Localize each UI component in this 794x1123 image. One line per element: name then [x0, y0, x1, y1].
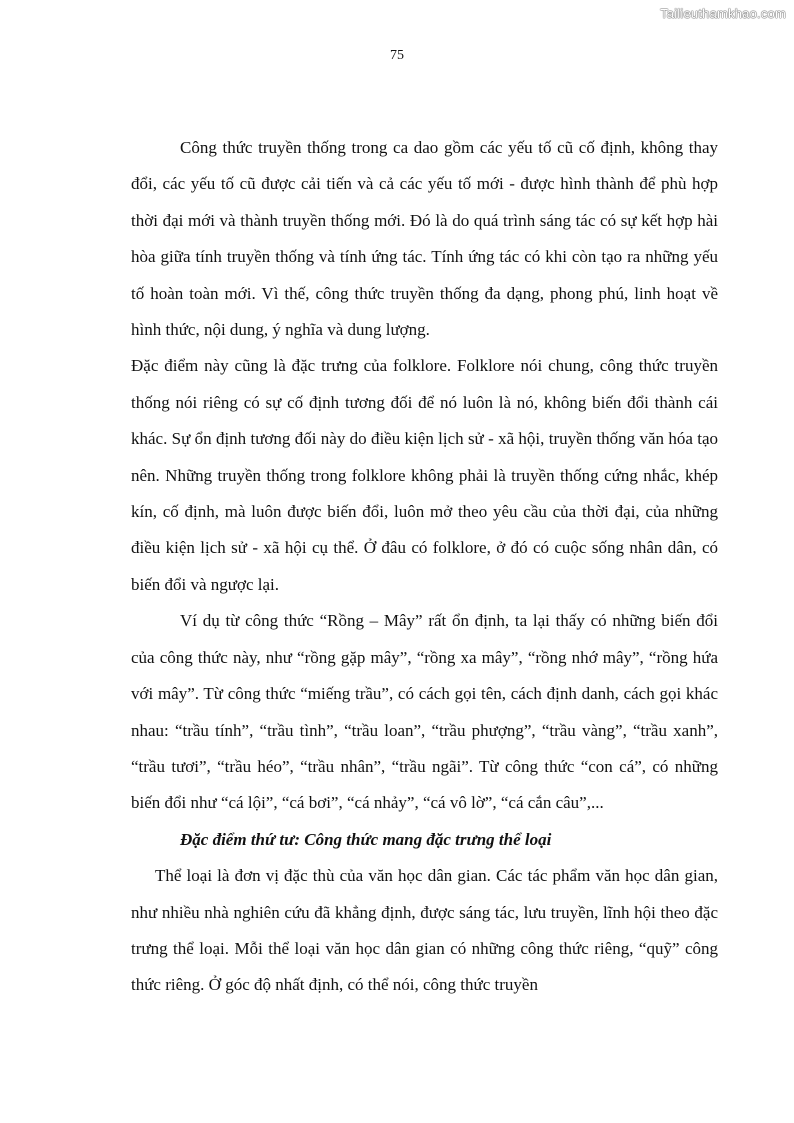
page-number: 75	[390, 48, 404, 63]
paragraph-folklore-characteristic: Đặc điểm này cũng là đặc trưng của folklore. Folklore nói chung, công thức truyền thống nói riêng có sự cố định tương đối để nó luôn là nó, không biến đổi thành cái khác. Sự ổn định tương đối này do điều kiện lịch sử - xã hội, truyền thống văn hóa tạo nên. Những truyền thống trong folklore không phải là truyền thống cứng nhắc, khép kín, cố định, mà luôn được biến đổi, luôn mở theo yêu cầu của thời đại, của những điều kiện lịch sử - xã hội cụ thể. Ở đâu có folklore, ở đó có cuộc sống nhân dân, có biến đổi và ngược lại.	[131, 356, 718, 594]
document-body	[131, 130, 718, 1004]
paragraph-genre: Thể loại là đơn vị đặc thù của văn học dân gian. Các tác phẩm văn học dân gian, như nhiều nhà nghiên cứu đã khẳng định, được sáng tác, lưu truyền, lĩnh hội theo đặc trưng thể loại. Mỗi thể loại văn học dân gian có những công thức riêng, “quỹ” công thức riêng. Ở góc độ nhất định, có thể nói, công thức truyền	[131, 866, 718, 995]
paragraph-traditional-formula: Công thức truyền thống trong ca dao gồm các yếu tố cũ cố định, không thay đổi, các yếu tố cũ được cải tiến và cả các yếu tố mới - được hình thành để phù hợp thời đại mới và thành truyền thống mới. Đó là do quá trình sáng tác có sự kết hợp hài hòa giữa tính truyền thống và tính ứng tác. Tính ứng tác có khi còn tạo ra những yếu tố hoàn toàn mới. Vì thế, công thức truyền thống đa dạng, phong phú, linh hoạt về hình thức, nội dung, ý nghĩa và dung lượng.	[131, 138, 718, 340]
watermark: Tailieuthamkhao.com	[660, 6, 786, 21]
section-heading: Đặc điểm thứ tư: Công thức mang đặc trưng thể loại	[180, 829, 552, 849]
paragraph-examples: Ví dụ từ công thức “Rồng – Mây” rất ổn định, ta lại thấy có những biến đổi của công thức này, như “rồng gặp mây”, “rồng xa mây”, “rồng nhớ mây”, “rồng hứa với mây”. Từ công thức “miếng trầu”, có cách gọi tên, cách định danh, cách gọi khác nhau: “trầu tính”, “trầu tình”, “trầu loan”, “trầu phượng”, “trầu vàng”, “trầu xanh”, “trầu tươi”, “trầu héo”, “trầu nhân”, “trầu ngãi”. Từ công thức “con cá”, có những biến đổi như “cá lội”, “cá bơi”, “cá nhảy”, “cá vô lờ”, “cá cắn câu”,...	[131, 611, 718, 813]
